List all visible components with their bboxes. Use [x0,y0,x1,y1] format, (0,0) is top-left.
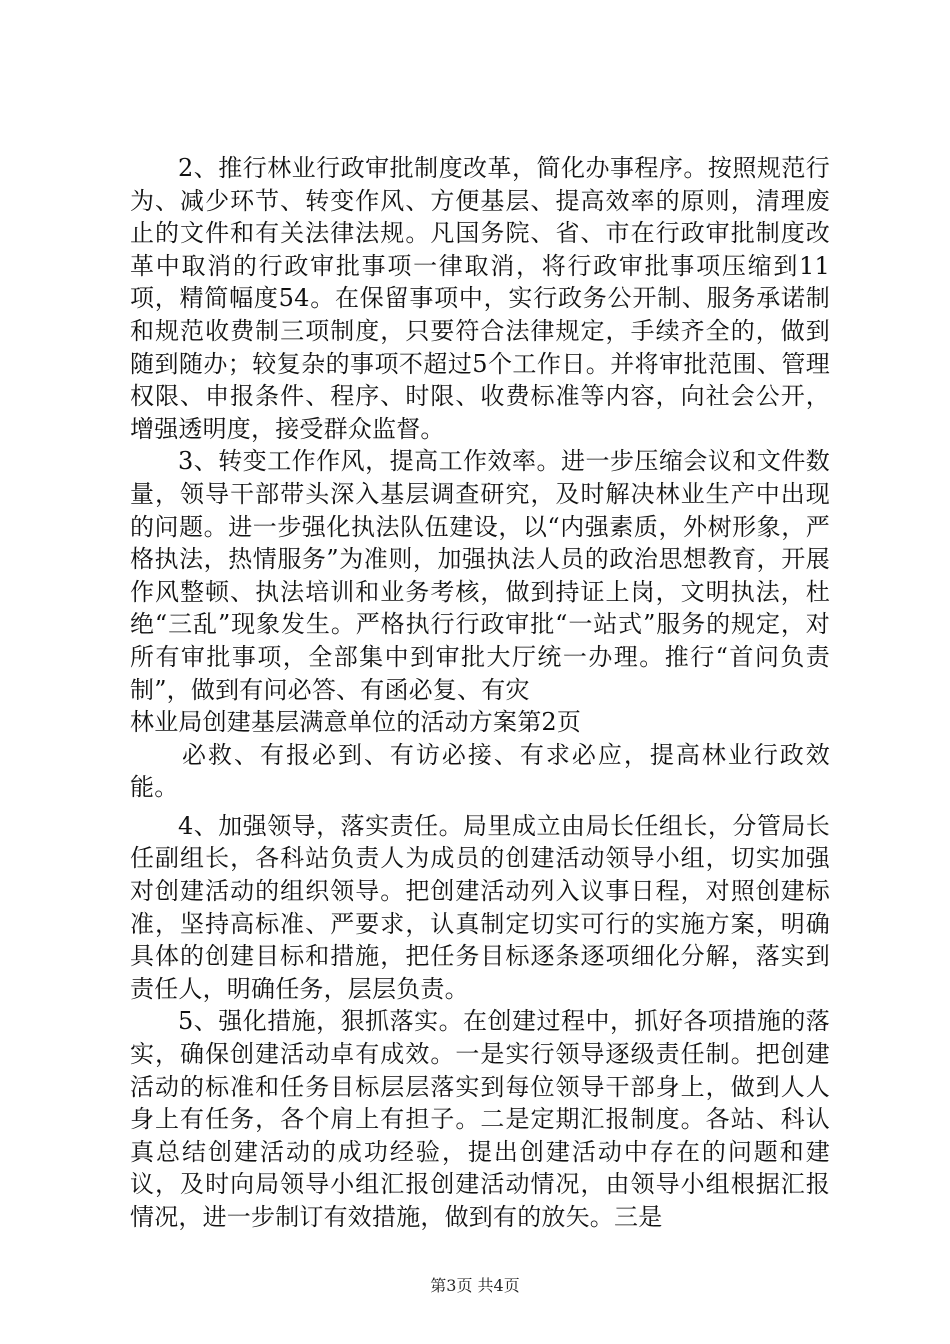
paragraph-item-3: 3、转变工作作风，提高工作效率。进一步压缩会议和文件数量，领导干部带头深入基层调查研究，及时解决林业生产中出现的问题。进一步强化执法队伍建设，以“内强素质，外树形象，严格执法，热情服务”为准则，加强执法人员的政治思想教育，开展作风整顿、执法培训和业务考核，做到持证上岗，文明执法，杜绝“三乱”现象发生。严格执行行政审批“一站式”服务的规定，对所有审批事项，全部集中到审批大厅统一办理。推行“首问负责制”，做到有问必答、有函必复、有灾 [130,447,830,704]
page-footer: 第3页 共4页 [430,1276,520,1295]
page-header-line: 林业局创建基层满意单位的活动方案第2页 [130,708,582,737]
paragraph-item-2: 2、推行林业行政审批制度改革，简化办事程序。按照规范行为、减少环节、转变作风、方便基层、提高效率的原则，清理废止的文件和有关法律法规。凡国务院、省、市在行政审批制度改革中取消的行政审批事项一律取消，将行政审批事项压缩到11项，精简幅度54。在保留事项中，实行政务公开制、服务承诺制和规范收费制三项制度，只要符合法律规定，手续齐全的，做到随到随办；较复杂的事项不超过5个工作日。并将审批范围、管理权限、申报条件、程序、时限、收费标准等内容，向社会公开，增强透明度，接受群众监督。 [130,154,830,443]
paragraph-item-5: 5、强化措施，狠抓落实。在创建过程中，抓好各项措施的落实，确保创建活动卓有成效。一是实行领导逐级责任制。把创建活动的标准和任务目标层层落实到每位领导干部身上，做到人人身上有任务，各个肩上有担子。二是定期汇报制度。各站、科认真总结创建活动的成功经验，提出创建活动中存在的问题和建议，及时向局领导小组汇报创建活动情况，由领导小组根据汇报情况，进一步制订有效措施，做到有的放矢。三是 [130,1007,830,1231]
document-body [130,152,830,1234]
paragraph-continuation: 必救、有报必到、有访必接、有求必应，提高林业行政效能。 [130,740,830,802]
paragraph-item-4: 4、加强领导，落实责任。局里成立由局长任组长，分管局长任副组长，各科站负责人为成员的创建活动领导小组，切实加强对创建活动的组织领导。把创建活动列入议事日程，对照创建标准，坚持高标准、严要求，认真制定切实可行的实施方案，明确具体的创建目标和措施，把任务目标逐条逐项细化分解，落实到责任人，明确任务，层层负责。 [130,811,830,1003]
